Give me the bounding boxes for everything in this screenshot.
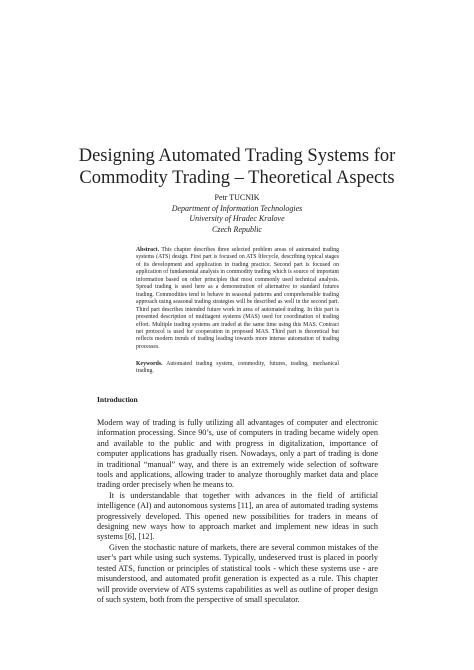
title-line-2: Commodity Trading – Theoretical Aspects	[79, 168, 395, 188]
section-heading-introduction: Introduction	[97, 395, 138, 404]
author-block	[80, 193, 394, 235]
paragraph: Given the stochastic nature of markets, there are several common mistakes of the user’s part while using such systems. Typically, undeserved trust is placed in poorly tested ATS, function or principles of statistical tools - which these systems use - are misunderstood, and automated profit generation is expected as a rule. This chapter will provide overview of ATS systems capabilities as well as outline of proper design of such system, both from the perspective of small speculator.	[97, 542, 378, 604]
abstract-text: This chapter describes three selected problem areas of automated trading systems (ATS) design. First part is focused on ATS lifecycle, describing typical stages of its development and application in trading practice. Second part is focused on application of fundamental analysis in commodity trading which is source of important information based on other principles that most commonly used technical analysis. Spread trading is used here as a demonstration of alternative to standard futures trading. Commodities tend to behave in seasonal patterns and comprehensible trading approach using seasonal trading strategies will be described as well in the second part. Third part describes intended future work in area of automated trading. In this part is presented description of multiagent systems (MAS) used for coordination of trading effort. Multiple trading systems are traded at the same time using this MAS. Contract net protocol is used for cooperation in proposed MAS. Third part is theoretical but reflects modern trends of trading leading towards more intense automation of trading processes.	[136, 247, 339, 350]
author-name: Petr TUCNIK	[214, 193, 260, 202]
title-line-1: Designing Automated Trading Systems for	[78, 146, 396, 166]
paragraph: Modern way of trading is fully utilizing all advantages of computer and electronic information processing. Since 90’s, use of computers in trading became widely open and available to the public and with progress in digitalization, importance of computer applications has gradually risen. Nowadays, only a part of trading is done in traditional “manual” way, and there is an extremely wide selection of software tools and applications, allowing trader to analyze thoroughly market data and place trading order precisely when he means to.	[97, 418, 378, 490]
abstract	[136, 247, 339, 351]
keywords-text: Automated trading system, commodity, futures, trading, mechanical trading.	[136, 361, 339, 375]
paragraph: It is understandable that together with advances in the field of artificial intelligence (AI) and autonomous systems [11], an area of automated trading systems progressively developed. This opened new possibilities for traders in means of designing new ways how to approach market and implement new ideas in such systems [6], [12].	[97, 490, 378, 542]
paper-title	[40, 145, 434, 189]
affiliation-country: Czech Republic	[212, 224, 262, 234]
abstract-label: Abstract.	[136, 247, 160, 253]
affiliation-department: Department of Information Technologies	[171, 203, 303, 213]
keywords	[136, 361, 339, 376]
affiliation-university: University of Hradec Kralove	[189, 214, 285, 223]
keywords-label: Keywords.	[136, 361, 163, 367]
introduction-body	[97, 418, 378, 605]
